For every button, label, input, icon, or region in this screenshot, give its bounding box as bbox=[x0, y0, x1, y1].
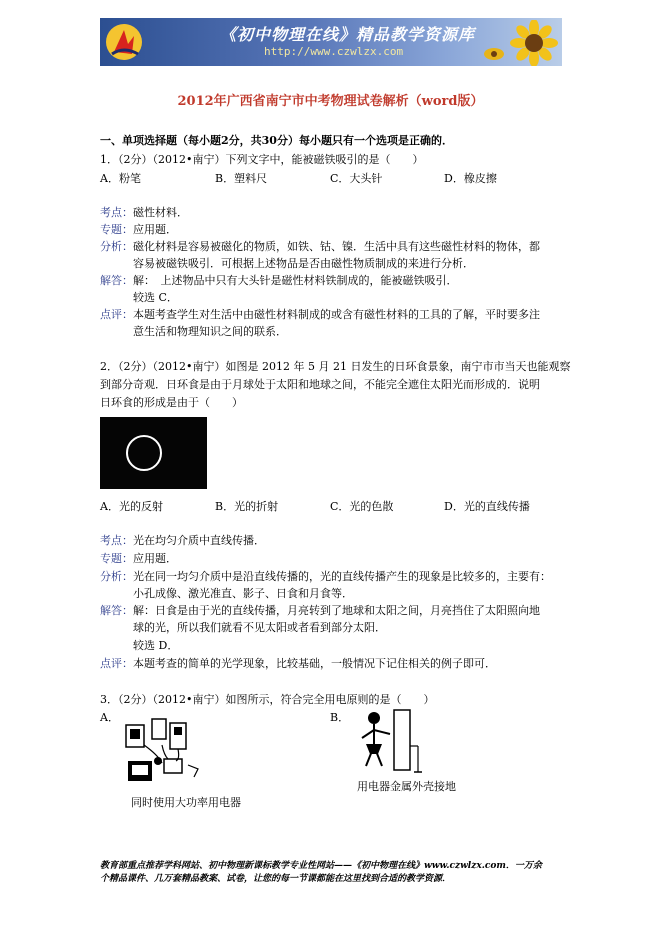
sunflower-icon bbox=[478, 20, 558, 66]
section-heading: 一、单项选择题（每小题2分，共30分）每小题只有一个选项是正确的． bbox=[100, 134, 453, 147]
q1-dianping-line1: 本题考查学生对生活中由磁性材料制成的或含有磁性材料的工具的了解，平时要多注 bbox=[133, 308, 540, 321]
q1-fenxi-line1: 磁化材料是容易被磁化的物质，如铁、钴、镍．生活中具有这些磁性材料的物体，都 bbox=[133, 240, 540, 253]
eclipse-ring bbox=[126, 435, 162, 471]
solar-eclipse-image bbox=[100, 417, 207, 489]
q2-option-d: D．光的直线传播 bbox=[444, 500, 530, 513]
q2-dianping-line1: 本题考查的简单的光学现象，比较基础，一般情况下记住相关的例子即可． bbox=[133, 657, 496, 670]
q3-stem: 3．（2分）（2012•南宁）如图所示，符合完全用电原则的是（ ） bbox=[100, 693, 435, 706]
appliances-illustration bbox=[118, 715, 208, 787]
q1-jieda-line2: 较选 C． bbox=[133, 291, 178, 304]
banner-title: 《初中物理在线》精品教学资源库 bbox=[220, 25, 476, 44]
q2-zhuanti: 应用题． bbox=[133, 552, 177, 565]
q2-jieda-line1: 解：日食是由于光的直线传播，月亮转到了地球和太阳之间，月亮挡住了太阳照向地 bbox=[133, 604, 540, 617]
q1-jieda-line1: 解： 上述物品中只有大头针是磁性材料铁制成的，能被磁铁吸引． bbox=[133, 274, 458, 287]
document-title: 2012年广西省南宁市中考物理试卷解析（word版） bbox=[177, 94, 484, 109]
q3-caption-a: 同时使用大功率用电器 bbox=[131, 796, 241, 809]
q1-jieda-label: 解答： bbox=[100, 274, 133, 287]
q2-fenxi-label: 分析： bbox=[100, 570, 133, 583]
q2-kaodian: 光在均匀介质中直线传播． bbox=[133, 534, 265, 547]
q1-kaodian-label: 考点： bbox=[100, 206, 133, 219]
q2-dianping-label: 点评： bbox=[100, 657, 133, 670]
q1-zhuanti-label: 专题： bbox=[100, 223, 133, 236]
q2-stem-line3: 日环食的形成是由于（ ） bbox=[100, 396, 243, 409]
q2-option-b: B．光的折射 bbox=[215, 500, 279, 513]
q1-fenxi-line2: 容易被磁铁吸引．可根据上述物品是否由磁性物质制成的来进行分析． bbox=[133, 257, 474, 270]
q2-fenxi-line1: 光在同一均匀介质中是沿直线传播的，光的直线传播产生的现象是比较多的，主要有： bbox=[133, 570, 551, 583]
q3-option-a-label: A． bbox=[100, 711, 119, 724]
q3-caption-b: 用电器金属外壳接地 bbox=[357, 780, 456, 793]
q2-option-c: C．光的色散 bbox=[330, 500, 394, 513]
q1-fenxi-label: 分析： bbox=[100, 240, 133, 253]
footer-note bbox=[100, 860, 562, 886]
q2-kaodian-label: 考点： bbox=[100, 534, 133, 547]
q2-fenxi-line2: 小孔成像、激光准直、影子、日食和月食等． bbox=[133, 587, 353, 600]
q2-option-a: A．光的反射 bbox=[100, 500, 163, 513]
q1-dianping-line2: 意生活和物理知识之间的联系． bbox=[133, 325, 287, 338]
q2-stem-line2: 到部分奇观．日环食是由于月球处于太阳和地球之间，不能完全遮住太阳光而形成的．说明 bbox=[100, 378, 540, 391]
q2-jieda-label: 解答： bbox=[100, 604, 133, 617]
grounded-appliance-illustration bbox=[354, 706, 424, 776]
q2-jieda-line3: 较选 D． bbox=[133, 639, 179, 652]
q3-option-b-label: B． bbox=[330, 711, 350, 724]
footer-line2: 个精品课件、几万套精品教案、试卷，让您的每一节课都能在这里找到合适的教学资源． bbox=[100, 874, 452, 884]
footer-line1: 教育部重点推荐学科网站、初中物理新课标教学专业性网站——《初中物理在线》www.czwlzx.com．一万余 bbox=[100, 861, 542, 871]
banner-url[interactable]: http://www.czwlzx.com bbox=[264, 45, 404, 58]
q2-stem-line1: 2．（2分）（2012•南宁）如图是 2012 年 5 月 21 日发生的日环食景象，南宁市市当天也能观察 bbox=[100, 360, 571, 373]
q1-zhuanti: 应用题． bbox=[133, 223, 177, 236]
q2-jieda-line2: 球的光，所以我们就看不见太阳或者看到部分太阳． bbox=[133, 621, 386, 634]
q1-stem: 1．（2分）（2012•南宁）下列文字中，能被磁铁吸引的是（ ） bbox=[100, 153, 424, 166]
q1-option-a: A．粉笔 bbox=[100, 172, 141, 185]
q1-option-c: C．大头针 bbox=[330, 172, 383, 185]
logo-icon bbox=[104, 22, 144, 62]
header-banner bbox=[100, 18, 562, 66]
q1-dianping-label: 点评： bbox=[100, 308, 133, 321]
q1-kaodian: 磁性材料． bbox=[133, 206, 188, 219]
q2-zhuanti-label: 专题： bbox=[100, 552, 133, 565]
q1-option-d: D．橡皮擦 bbox=[444, 172, 497, 185]
q1-option-b: B．塑料尺 bbox=[215, 172, 268, 185]
